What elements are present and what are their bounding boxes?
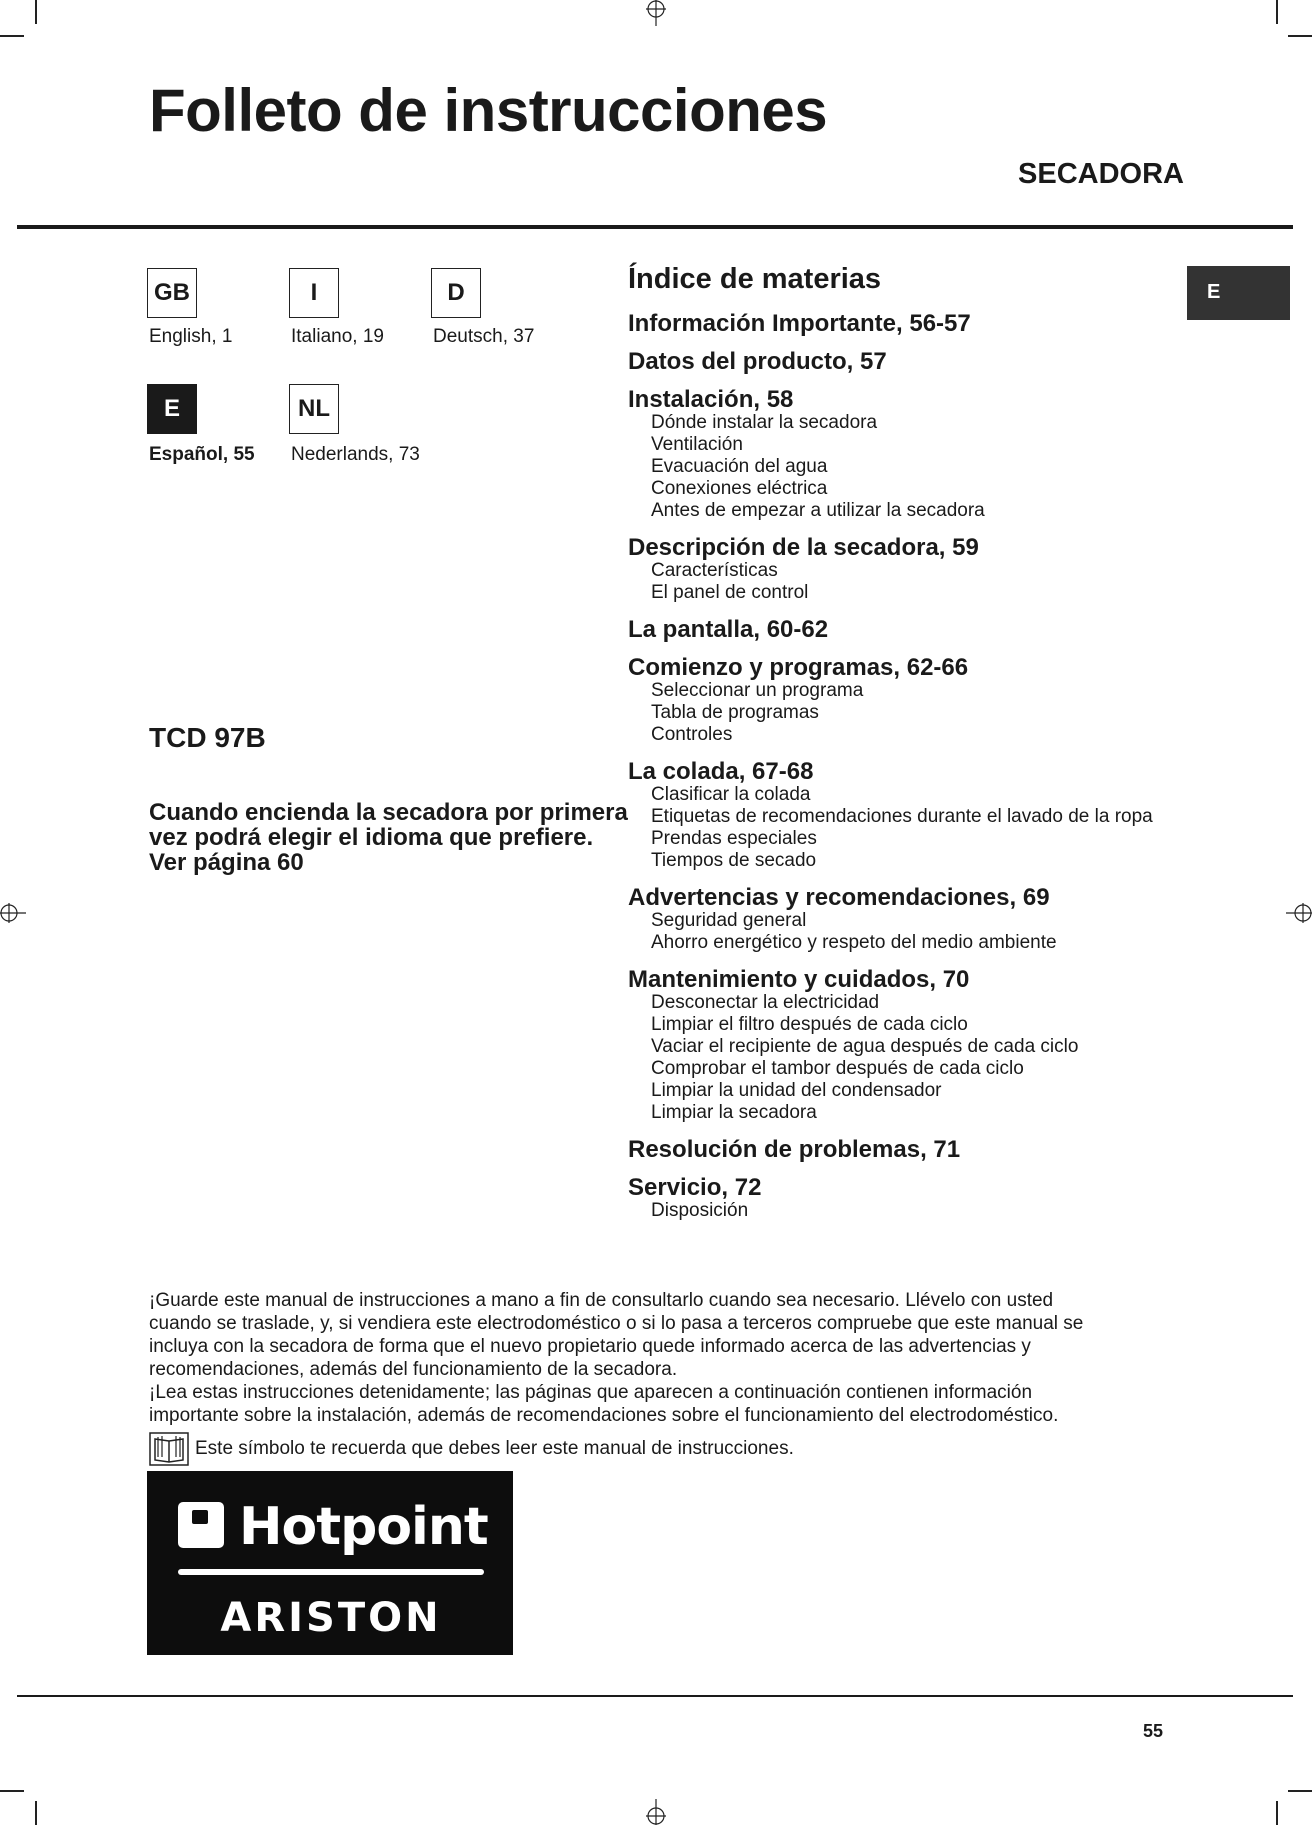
svg-text:ARISTON: ARISTON [220, 1595, 442, 1641]
toc-subitem[interactable]: Comprobar el tambor después de cada ciclo [651, 1058, 1024, 1079]
toc-heading[interactable]: Datos del producto, 57 [628, 348, 887, 375]
crop-mark [35, 0, 37, 24]
toc-section [628, 618, 1188, 642]
lang-label-gb: English, 1 [149, 326, 233, 347]
crop-mark [35, 1801, 37, 1825]
lang-label-e: Español, 55 [149, 444, 255, 465]
note-line: ¡Lea estas instrucciones detenidamente; las páginas que aparecen a continuación contienen información [149, 1382, 1033, 1403]
registration-mark-right [1286, 900, 1312, 926]
toc-heading[interactable]: Información Importante, 56-57 [628, 310, 971, 337]
crop-mark [0, 1790, 24, 1792]
toc-subitem[interactable]: Evacuación del agua [651, 456, 828, 477]
toc-subitem[interactable]: Clasificar la colada [651, 784, 811, 805]
crop-mark [1276, 1801, 1278, 1825]
crop-mark [1288, 1790, 1312, 1792]
toc-subitem[interactable]: Seguridad general [651, 910, 807, 931]
toc-section [628, 760, 1188, 872]
toc-heading[interactable]: La colada, 67-68 [628, 758, 814, 785]
note-line: ¡Guarde este manual de instrucciones a mano a fin de consultarlo cuando sea necesario. Llévelo con usted [149, 1290, 1054, 1311]
crop-mark [0, 35, 24, 37]
toc-subitem[interactable]: Ventilación [651, 434, 743, 455]
toc-heading[interactable]: Descripción de la secadora, 59 [628, 534, 979, 561]
note-line: cuando se traslade, y, si vendiera este electrodoméstico o si lo pasa a terceros compruebe que este manual se [149, 1313, 1084, 1334]
lang-box-gb[interactable] [147, 268, 197, 318]
page-subtitle: SECADORA [1018, 158, 1184, 190]
toc-subitem[interactable]: Conexiones eléctrica [651, 478, 828, 499]
toc-subitem[interactable]: Limpiar el filtro después de cada ciclo [651, 1014, 968, 1035]
toc-heading[interactable]: Advertencias y recomendaciones, 69 [628, 884, 1050, 911]
lang-box-e[interactable] [147, 384, 197, 434]
registration-mark-left [0, 900, 26, 926]
toc-subitem[interactable]: Tabla de programas [651, 702, 819, 723]
lang-code: I [310, 279, 318, 306]
registration-mark-bottom [643, 1799, 669, 1825]
toc-subitem[interactable]: Etiquetas de recomendaciones durante el lavado de la ropa [651, 806, 1153, 827]
toc-section [628, 968, 1188, 1124]
toc-subitem[interactable]: Limpiar la secadora [651, 1102, 817, 1123]
toc-heading[interactable]: Servicio, 72 [628, 1174, 762, 1201]
safety-notes [149, 1289, 1149, 1427]
model-name: TCD 97B [149, 722, 266, 753]
lang-code: E [163, 395, 180, 422]
toc-subitem[interactable]: Disposición [651, 1200, 749, 1221]
toc-section [628, 350, 1188, 374]
toc-sections [628, 312, 1188, 1222]
toc-section [628, 656, 1188, 746]
toc-section [628, 886, 1188, 954]
toc-subitem[interactable]: Antes de empezar a utilizar la secadora [651, 500, 985, 521]
toc-section [628, 388, 1188, 522]
toc-subitem[interactable]: Limpiar la unidad del condensador [651, 1080, 942, 1101]
footer-rule [17, 1695, 1293, 1697]
toc-section [628, 1138, 1188, 1162]
toc-subitem[interactable]: Dónde instalar la secadora [651, 412, 878, 433]
note-line: incluya con la secadora de forma que el nuevo propietario quede informado acerca de las advertencias y [149, 1336, 1031, 1357]
manual-symbol-text: Este símbolo te recuerda que debes leer este manual de instrucciones. [195, 1438, 794, 1459]
toc-subitem[interactable]: Ahorro energético y respeto del medio ambiente [651, 932, 1057, 953]
crop-mark [1288, 35, 1312, 37]
page-number: 55 [1142, 1721, 1163, 1741]
lang-box-nl[interactable] [289, 384, 339, 434]
toc-heading[interactable]: Resolución de problemas, 71 [628, 1136, 961, 1163]
toc-subitem[interactable]: Vaciar el recipiente de agua después de cada ciclo [651, 1036, 1079, 1057]
toc-title: Índice de materias [628, 263, 882, 295]
hotpoint-ariston-logo [147, 1471, 513, 1655]
lang-label-d: Deutsch, 37 [433, 326, 535, 347]
toc-subitem[interactable]: El panel de control [651, 582, 809, 603]
toc-subitem[interactable]: Controles [651, 724, 733, 745]
lang-code: GB [154, 279, 190, 306]
toc-subitem[interactable]: Seleccionar un programa [651, 680, 864, 701]
crop-mark [1276, 0, 1278, 24]
toc-subitem[interactable]: Características [651, 560, 778, 581]
toc-subitem[interactable]: Tiempos de secado [651, 850, 817, 871]
note-line: recomendaciones, además del funcionamiento de la secadora. [149, 1359, 678, 1380]
lang-box-d[interactable] [431, 268, 481, 318]
manual-symbol-row [149, 1432, 794, 1466]
first-use-note: Cuando encienda la secadora por primera vez podrá elegir el idioma que prefiere. Ver página 60 [149, 799, 628, 876]
toc-heading[interactable]: Mantenimiento y cuidados, 70 [628, 966, 970, 993]
note-line: importante sobre la instalación, además de recomendaciones sobre el funcionamiento del electrodoméstico. [149, 1405, 1059, 1426]
lang-code: D [447, 279, 465, 306]
table-of-contents [628, 262, 1188, 1236]
toc-subitem[interactable]: Prendas especiales [651, 828, 817, 849]
manual-book-icon [149, 1432, 189, 1466]
svg-text:Hotpoint: Hotpoint [239, 1497, 488, 1557]
lang-code: NL [298, 395, 330, 422]
toc-section [628, 312, 1188, 336]
page-title: Folleto de instrucciones [149, 77, 828, 144]
lang-label-i: Italiano, 19 [291, 326, 384, 347]
toc-heading[interactable]: La pantalla, 60-62 [628, 616, 829, 643]
registration-mark-top [643, 0, 669, 26]
toc-section [628, 1176, 1188, 1222]
side-language-tab: E [1187, 266, 1290, 320]
header-rule [17, 225, 1293, 229]
lang-label-nl: Nederlands, 73 [291, 444, 420, 465]
toc-heading[interactable]: Instalación, 58 [628, 386, 794, 413]
toc-heading[interactable]: Comienzo y programas, 62-66 [628, 654, 969, 681]
lang-box-i[interactable] [289, 268, 339, 318]
toc-section [628, 536, 1188, 604]
toc-subitem[interactable]: Desconectar la electricidad [651, 992, 880, 1013]
